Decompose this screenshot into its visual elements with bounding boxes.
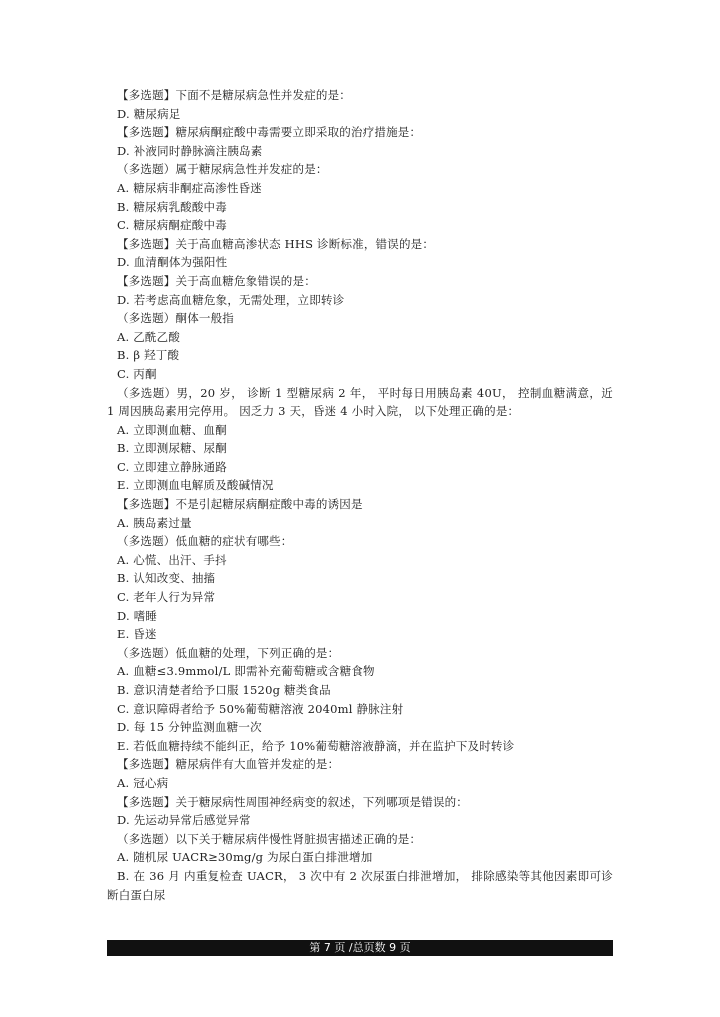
answer-line: D. 糖尿病足 (117, 106, 181, 121)
answer-line: C. 糖尿病酮症酸中毒 (117, 218, 227, 233)
answer-line: B. 意识清楚者给予口服 1520g 糖类食品 (117, 683, 331, 697)
answer-line: A. 随机尿 UACR≥30mg/g 为尿白蛋白排泄增加 (117, 850, 373, 865)
answer-line: B. 立即测尿糖、尿酮 (117, 441, 227, 456)
answer-line: D. 若考虑高血糖危象，无需处理，立即转诊 (117, 292, 345, 307)
answer-line: B. β 羟丁酸 (117, 348, 180, 363)
question-line: （多选题）酮体一般指 (117, 311, 234, 326)
answer-line: A. 立即测血糖、血酮 (117, 422, 227, 437)
answer-line: D. 补液同时静脉滴注胰岛素 (117, 143, 263, 158)
answer-line: A. 胰岛素过量 (117, 515, 192, 530)
answer-line: B. 认知改变、抽搐 (117, 571, 216, 586)
document-page (107, 86, 613, 904)
text-block-1 (107, 86, 613, 384)
answer-line: B. 糖尿病乳酸酸中毒 (117, 199, 227, 214)
answer-paragraph: B. 在 36 月 内重复检查 UACR， 3 次中有 2 次尿蛋白排泄增加， 排除感染等其他因素即可诊断白蛋白尿 (107, 868, 613, 902)
answer-line: D. 血清酮体为强阳性 (117, 255, 228, 270)
answer-line: A. 乙酰乙酸 (117, 329, 181, 344)
answer-line: E. 立即测血电解质及酸碱情况 (117, 478, 274, 493)
question-line: 【多选题】关于糖尿病性周围神经病变的叙述，下列哪项是错误的： (117, 794, 468, 809)
question-line: （多选题）低血糖的处理，下列正确的是： (117, 645, 340, 660)
text-block-2 (107, 421, 613, 867)
question-line: 【多选题】关于高血糖高渗状态 HHS 诊断标准，错误的是： (117, 236, 435, 251)
answer-line: A. 冠心病 (117, 775, 169, 790)
question-line: 【多选题】关于高血糖危象错误的是： (117, 273, 316, 288)
answer-line: C. 意识障碍者给予 50%葡萄糖溶液 2040ml 静脉注射 (117, 701, 404, 716)
page-footer: 第 7 页 /总页数 9 页 (107, 940, 613, 956)
answer-line: C. 立即建立静脉通路 (117, 459, 227, 474)
answer-line: A. 血糖≤3.9mmol/L 即需补充葡萄糖或含糖食物 (117, 664, 375, 679)
question-line: 【多选题】下面不是糖尿病急性并发症的是： (117, 88, 351, 102)
answer-line: A. 糖尿病非酮症高渗性昏迷 (117, 180, 262, 195)
answer-line: D. 嗜睡 (117, 608, 158, 623)
question-line: （多选题）低血糖的症状有哪些： (117, 534, 293, 549)
question-line: 【多选题】糖尿病伴有大血管并发症的是： (117, 757, 340, 772)
answer-line: E. 昏迷 (117, 627, 157, 642)
answer-line: C. 老年人行为异常 (117, 590, 216, 605)
answer-line: E. 若低血糖持续不能纠正，给予 10%葡萄糖溶液静滴，并在监护下及时转诊 (117, 738, 515, 753)
question-line: （多选题）属于糖尿病急性并发症的是： (117, 162, 328, 177)
question-paragraph: （多选题）男，20 岁， 诊断 1 型糖尿病 2 年， 平时每日用胰岛素 40U， 控制血糖满意，近 1 周因胰岛素用完停用。 因乏力 3 天，昏迷 4 小时入院， 以下处理正确的是： (107, 385, 613, 419)
question-line: 【多选题】糖尿病酮症酸中毒需要立即采取的治疗措施是： (117, 125, 422, 140)
question-line: （多选题）以下关于糖尿病伴慢性肾脏损害描述正确的是： (117, 831, 422, 846)
question-line: 【多选题】不是引起糖尿病酮症酸中毒的诱因是 (117, 497, 363, 512)
answer-line: D. 每 15 分钟监测血糖一次 (117, 720, 262, 735)
answer-line: A. 心慌、出汗、手抖 (117, 552, 227, 567)
answer-line: C. 丙酮 (117, 366, 157, 381)
answer-line: D. 先运动异常后感觉异常 (117, 813, 251, 828)
